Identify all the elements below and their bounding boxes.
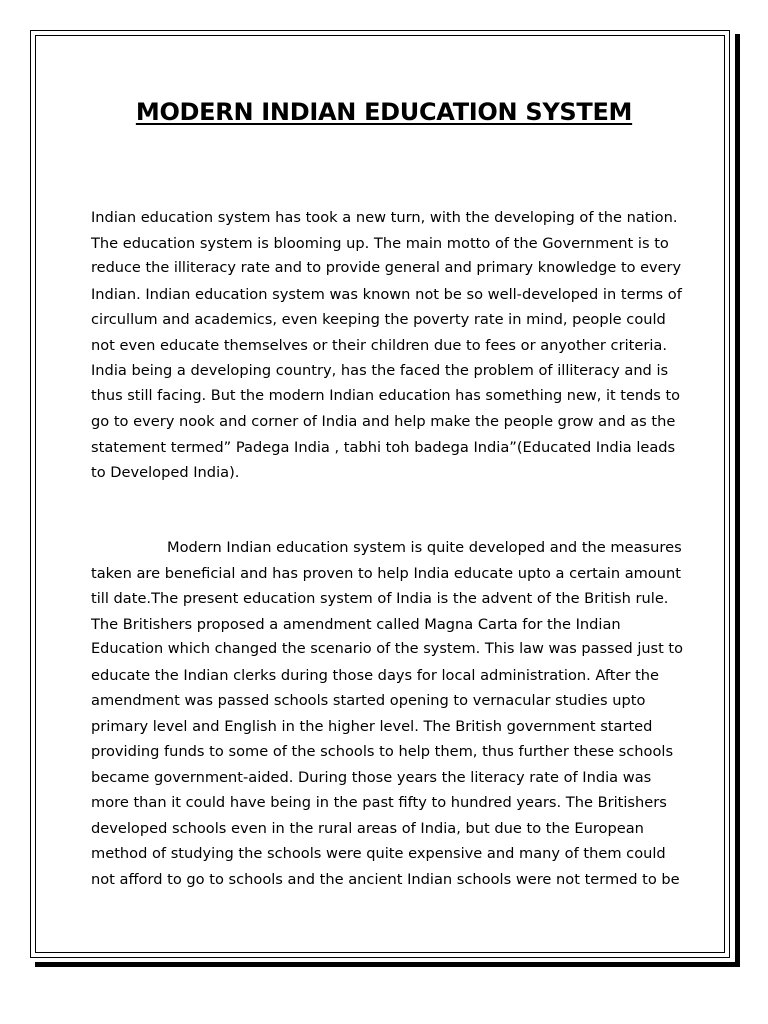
paragraph-1-line: thus still facing. But the modern Indian education has something new, it tends to xyxy=(91,387,681,404)
paragraph-2-line: taken are beneficial and has proven to help India educate upto a certain amount xyxy=(91,564,682,582)
paragraph-1-line: not even educate themselves or their children due to fees or anyother criteria. xyxy=(91,336,667,354)
paragraph-2-line: providing funds to some of the schools to help them, thus further these schools xyxy=(91,743,674,760)
paragraph-1-line: go to every nook and corner of India and help make the people grow and as the xyxy=(91,413,676,430)
paragraph-2-line: The Britishers proposed a amendment called Magna Carta for the Indian xyxy=(91,615,621,633)
paragraph-2-line: developed schools even in the rural areas of India, but due to the European xyxy=(91,819,644,837)
paragraph-2-line: educate the Indian clerks during those days for local administration. After the xyxy=(91,666,660,684)
paragraph-2 xyxy=(91,535,681,892)
paragraph-2-line: Modern Indian education system is quite developed and the measures xyxy=(167,539,682,556)
paragraph-2-line: method of studying the schools were quite expensive and many of them could xyxy=(91,845,666,862)
paragraph-2-line: became government-aided. During those years the literacy rate of India was xyxy=(91,768,652,786)
paragraph-1-line: Indian. Indian education system was known not be so well-developed in terms of xyxy=(91,285,682,303)
paragraph-1-line: India being a developing country, has the faced the problem of illiteracy and is xyxy=(91,362,669,379)
paragraph-2-line: not afford to go to schools and the ancient Indian schools were not termed to be xyxy=(91,870,680,888)
paragraph-2-line: till date.The present education system of India is the advent of the British rule. xyxy=(91,590,669,607)
paragraph-2-line: amendment was passed schools started opening to vernacular studies upto xyxy=(91,692,646,709)
paragraph-1-line: Indian education system has took a new turn, with the developing of the nation. xyxy=(91,209,678,226)
paragraph-2-line: Education which changed the scenario of the system. This law was passed just to xyxy=(91,641,683,657)
paragraph-1-line: to Developed India). xyxy=(91,464,240,481)
paragraph-1 xyxy=(91,205,681,486)
paragraph-2-line: primary level and English in the higher level. The British government started xyxy=(91,717,653,735)
paragraph-1-line: reduce the illiteracy rate and to provide general and primary knowledge to every xyxy=(91,260,682,276)
document-title: MODERN INDIAN EDUCATION SYSTEM xyxy=(135,98,633,126)
paragraph-1-line: circullum and academics, even keeping the poverty rate in mind, people could xyxy=(91,311,666,328)
paragraph-2-line: more than it could have being in the past fifty to hundred years. The Britishers xyxy=(91,794,667,811)
paragraph-1-line: statement termed” Padega India , tabhi toh badega India”(Educated India leads xyxy=(91,438,676,456)
paragraph-1-line: The education system is blooming up. The main motto of the Government is to xyxy=(91,234,669,252)
